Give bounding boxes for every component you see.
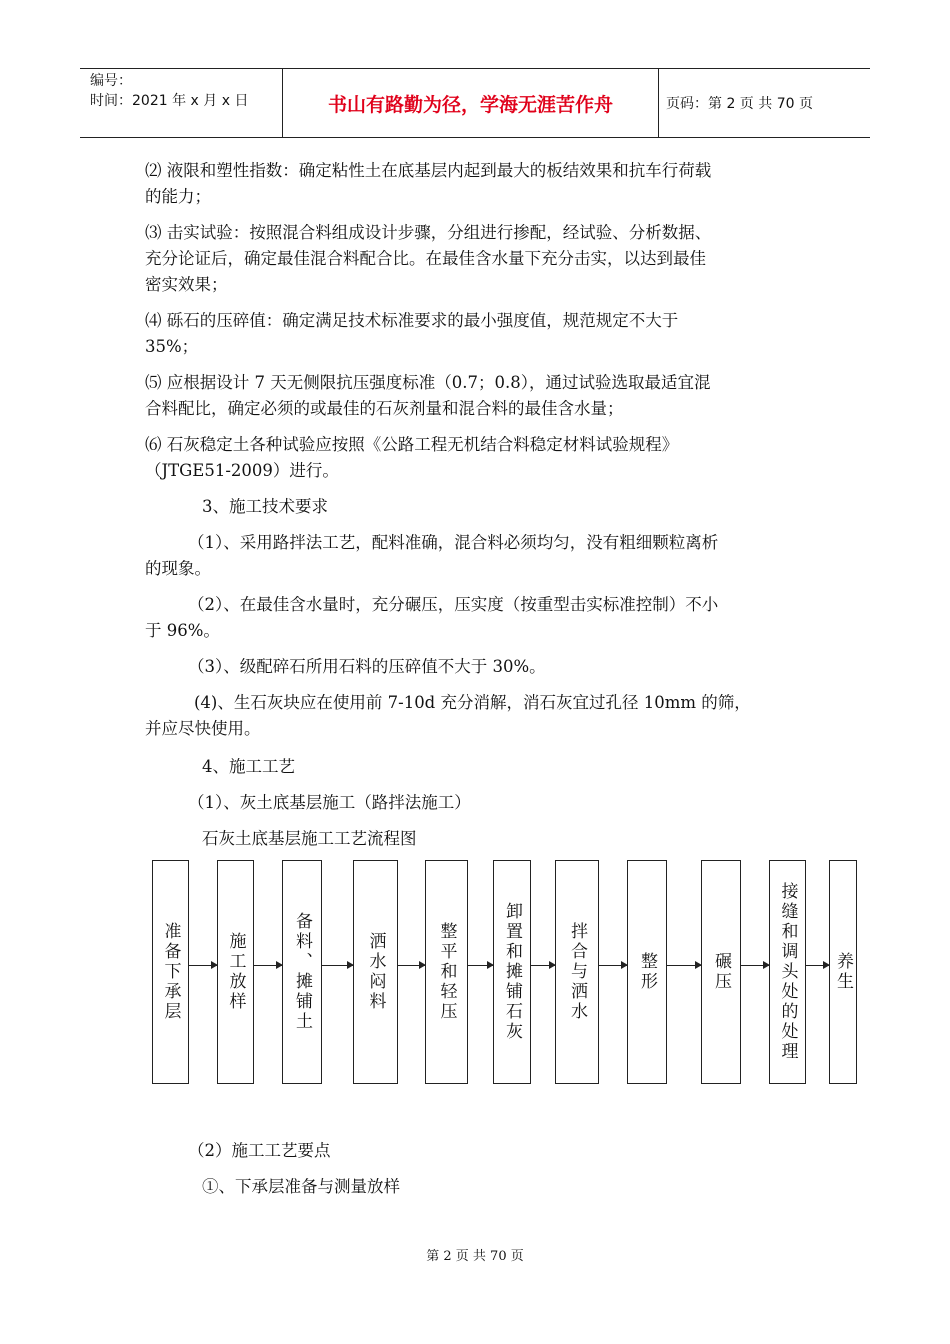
flowchart-title: 石灰土底基层施工工艺流程图 — [202, 829, 417, 848]
section-heading: 3、施工技术要求 — [202, 497, 328, 516]
paragraph-line: ⑹ 石灰稳定土各种试验应按照《公路工程无机结合料稳定材料试验规程》 — [145, 435, 679, 454]
paragraph-line: 密实效果； — [145, 275, 228, 294]
flow-arrow — [254, 965, 282, 966]
paragraph-line: 充分论证后，确定最佳混合料配合比。在最佳含水量下充分击实，以达到最佳 — [145, 249, 706, 268]
header-meta-cell — [80, 69, 283, 137]
flow-arrow — [531, 965, 555, 966]
flow-step: 备料、摊铺土 — [282, 860, 322, 1084]
time-label: 时间：2021 年 x 月 x 日 — [90, 93, 249, 109]
paragraph-line: ⑶ 击实试验：按照混合料组成设计步骤，分组进行掺配，经试验、分析数据、 — [145, 223, 712, 242]
subsection-heading: （1）、灰土底基层施工（路拌法施工） — [188, 793, 471, 812]
flow-arrow — [741, 965, 769, 966]
page-label: 页码：第 2 页 共 70 页 — [666, 96, 813, 112]
paragraph-line: 的能力； — [145, 187, 211, 206]
paragraph-line: （JTGE51-2009）进行。 — [145, 461, 339, 480]
flow-step: 准备下承层 — [152, 860, 189, 1084]
page-footer: 第 2 页 共 70 页 — [426, 1249, 524, 1264]
flow-step: 碾压 — [701, 860, 741, 1084]
paragraph-line: （1）、采用路拌法工艺，配料准确，混合料必须均匀，没有粗细颗粒离析 — [188, 533, 719, 552]
flow-step: 拌合与洒水 — [555, 860, 599, 1084]
section-heading: 4、施工工艺 — [202, 757, 295, 776]
flow-step: 整形 — [627, 860, 667, 1084]
flow-arrow — [189, 965, 217, 966]
flow-step: 卸置和摊铺石灰 — [493, 860, 531, 1084]
paragraph-line: 合料配比，确定必须的或最佳的石灰剂量和混合料的最佳含水量； — [145, 399, 624, 418]
flow-step: 接缝和调头处的处理 — [769, 860, 806, 1084]
number-label: 编号： — [90, 73, 132, 89]
flow-arrow — [599, 965, 627, 966]
flow-arrow — [667, 965, 701, 966]
paragraph-line: ⑸ 应根据设计 7 天无侧限抗压强度标准（0.7；0.8），通过试验选取最适宜混 — [145, 373, 711, 392]
flow-arrow — [322, 965, 353, 966]
flow-step: 养生 — [829, 860, 857, 1084]
flow-step: 施工放样 — [217, 860, 254, 1084]
flow-arrow — [806, 965, 829, 966]
paragraph-line: 35%； — [145, 337, 199, 356]
slogan: 书山有路勤为径，学海无涯苦作舟 — [283, 69, 659, 137]
flow-step: 洒水闷料 — [353, 860, 398, 1084]
paragraph-line: （2）、在最佳含水量时，充分碾压，压实度（按重型击实标准控制）不小 — [188, 595, 719, 614]
paragraph-line: 并应尽快使用。 — [145, 719, 261, 738]
flow-arrow — [468, 965, 493, 966]
subsection-heading: （2）施工工艺要点 — [188, 1141, 331, 1160]
subsection-heading: ①、下承层准备与测量放样 — [202, 1177, 400, 1196]
paragraph-line: ⑵ 液限和塑性指数：确定粘性土在底基层内起到最大的板结效果和抗车行荷载 — [145, 161, 712, 180]
header-table — [80, 68, 870, 138]
paragraph-line: （3）、级配碎石所用石料的压碎值不大于 30%。 — [188, 657, 546, 676]
flow-step: 整平和轻压 — [425, 860, 468, 1084]
flow-arrow — [398, 965, 425, 966]
paragraph-line: 的现象。 — [145, 559, 211, 578]
paragraph-line: (4)、生石灰块应在使用前 7-10d 充分消解，消石灰宜过孔径 10mm 的筛， — [194, 693, 751, 712]
paragraph-line: 于 96%。 — [145, 621, 220, 640]
paragraph-line: ⑷ 砾石的压碎值：确定满足技术标准要求的最小强度值，规范规定不大于 — [145, 311, 679, 330]
